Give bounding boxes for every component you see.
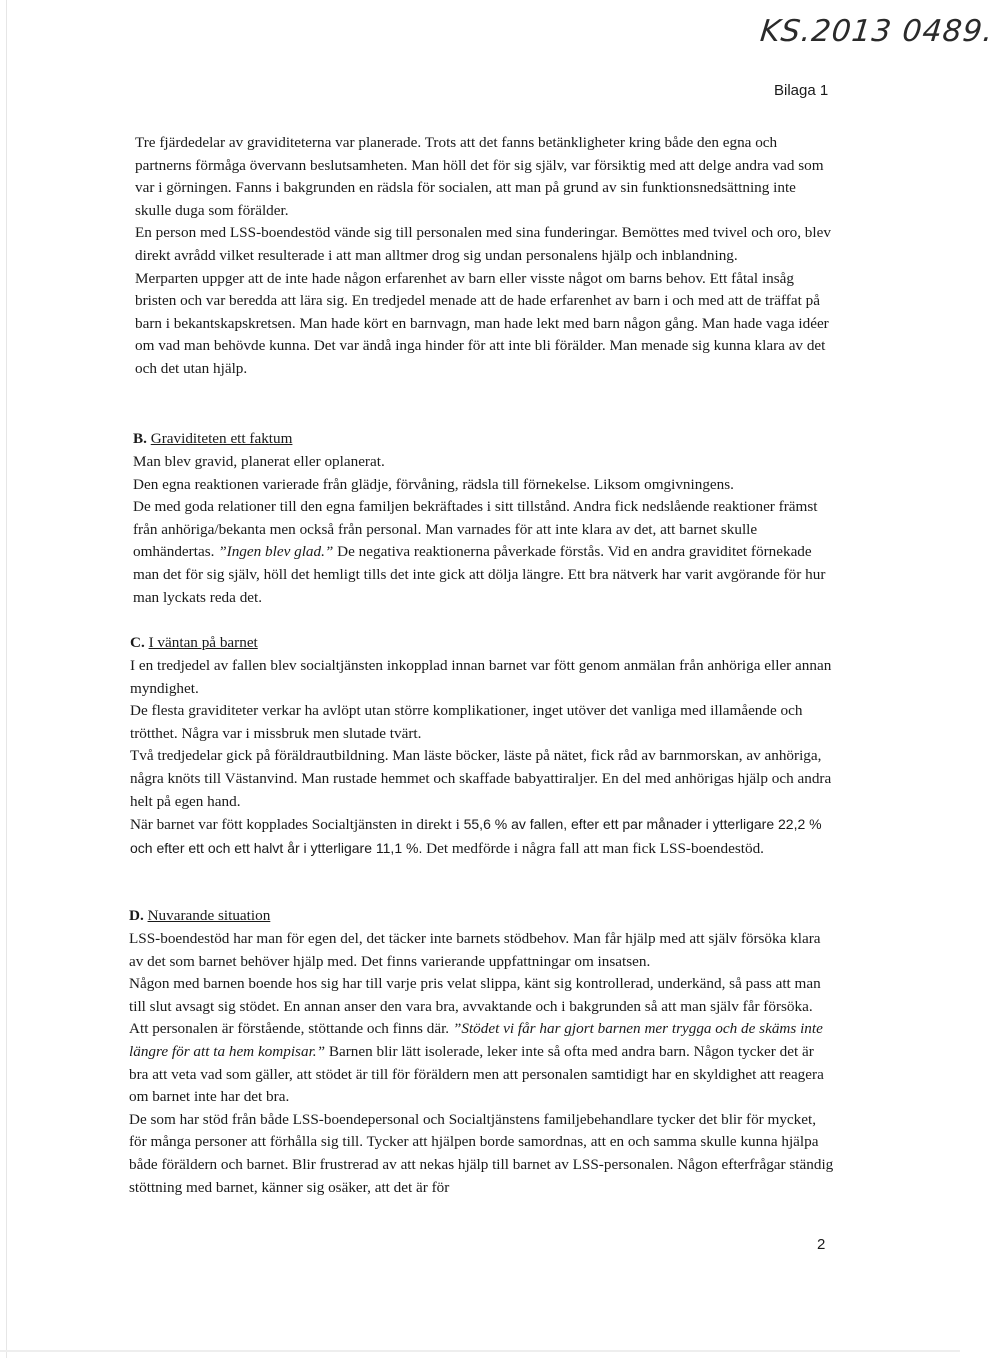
paragraph: Man blev gravid, planerat eller oplanerat. xyxy=(133,453,385,470)
quote: ”Ingen blev glad.” xyxy=(218,543,334,561)
paragraph: När barnet var fött kopplades Socialtjänsten in direkt i 55,6 % av fallen, efter ett par månader i ytterligare 22,2 % och efter ett och ett halvt år i ytterligare 11,1 %. Det medförde i några fall att man fick LSS-boendestöd. xyxy=(130,816,822,857)
section-letter: D. xyxy=(129,907,144,924)
scan-edge xyxy=(6,0,7,1358)
paragraph: En person med LSS-boendestöd vände sig till personalen med sina funderingar. Bemöttes med tvivel och oro, blev direkt avrådd vilket resulterade i att man alltmer drog sig undan personalens hjälp och inblandning. xyxy=(135,224,831,264)
paragraph: I en tredjedel av fallen blev socialtjänsten inkopplad innan barnet var fött genom anmälan från anhöriga eller annan myndighet. xyxy=(130,657,832,697)
section-title: I väntan på barnet xyxy=(148,634,258,651)
paragraph: Merparten uppger att de inte hade någon erfarenhet av barn eller visste något om barns behov. Ett fåtal insåg bristen och var beredda att lära sig. En tredjedel menade att de hade erfarenhet av barn i och med att de träffat på barn i bekantskapskretsen. Man hade kört en barnvagn, man hade lekt med barn någon gång. Man hade vaga idéer om vad man behövde kunna. Det var ändå inga hinder för att inte bli förälder. Man menade sig kunna klara av det och det utan hjälp. xyxy=(135,269,829,377)
statistics-text: 55,6 % av fallen, efter ett par månader i ytterligare 22,2 % och efter ett och ett halvt år i ytterligare 11,1 %. xyxy=(130,816,822,856)
section-c-text xyxy=(130,655,835,860)
section-heading-d xyxy=(129,905,270,928)
section-d-text xyxy=(129,928,834,1199)
section-heading-b xyxy=(133,428,292,451)
intro-text xyxy=(135,132,835,381)
section-title: Nuvarande situation xyxy=(147,907,271,924)
attachment-label: Bilaga 1 xyxy=(774,82,829,99)
paragraph: De med goda relationer till den egna familjen bekräftades i sitt tillstånd. Andra fick nedslående reaktioner främst från anhöriga/bekanta men också från personal. Man varnades för att inte klara av det, att barnet skulle omhändertas. ”Ingen blev glad.” De negativa reaktionerna påverkade förstås. Vid en andra graviditet förnekade man det för sig själv, höll det hemligt tills det inte gick att dölja längre. Ett bra nätverk har varit avgörande för hur man lyckats reda det. xyxy=(133,498,826,606)
scan-edge xyxy=(0,1350,960,1352)
section-heading-c xyxy=(130,632,258,655)
page-number: 2 xyxy=(817,1236,826,1253)
section-b-text xyxy=(133,451,835,609)
paragraph: De flesta graviditeter verkar ha avlöpt utan större komplikationer, inget utöver det vanliga med illamående och trötthet. Några var i missbruk men slutade tvärt. xyxy=(130,702,803,742)
handwritten-stamp: KS.2013 0489. xyxy=(758,14,995,49)
paragraph: Den egna reaktionen varierade från glädje, förvåning, rädsla till förnekelse. Liksom omgivningens. xyxy=(133,475,734,493)
section-title: Graviditeten ett faktum xyxy=(150,430,293,447)
section-letter: B. xyxy=(133,430,147,447)
section-letter: C. xyxy=(130,634,145,651)
paragraph: Tre fjärdedelar av graviditeterna var planerade. Trots att det fanns betänkligheter kring både den egna och partnerns förmåga övervann beslutsamheten. Man höll det för sig själv, var försiktig med att delge andra vad som var i görningen. Fanns i bakgrunden en rädsla för socialen, att man på grund av sin funktionsnedsättning inte skulle duga som förälder. xyxy=(135,134,824,219)
paragraph: LSS-boendestöd har man för egen del, det täcker inte barnets stödbehov. Man får hjälp med att själv försöka klara av det som barnet behöver hjälp med. Det finns varierande uppfattningar om insatsen. xyxy=(129,930,821,970)
paragraph: Två tredjedelar gick på föräldrautbildning. Man läste böcker, läste på nätet, fick råd av barnmorskan, av anhöriga, några knöts till Västanvind. Man rustade hemmet och skaffade babyattiraljer. En del med anhörigas hjälp och andra helt på egen hand. xyxy=(130,747,832,810)
paragraph: Någon med barnen boende hos sig har till varje pris velat slippa, känt sig kontrollerad, underkänd, så pass att man till slut avsagt sig stödet. En annan anser den vara bra, avvaktande och i bakgrunden så att man själv får försöka. Att personalen är förstående, stöttande och finns där. ”Stödet vi får har gjort barnen mer trygga och de skäms inte längre för att ta hem kompisar.” Barnen blir lätt isolerade, leker inte så ofta med andra barn. Någon tycker det är bra att veta vad som gäller, att stödet är till för föräldern men att personalen samtidigt har en skyldighet att reagera om barnet inte har det bra. xyxy=(129,975,824,1106)
paragraph: De som har stöd från både LSS-boendepersonal och Socialtjänstens familjebehandlare tycker det blir för mycket, för många personer att förhålla sig till. Tycker att hjälpen borde samordnas, att en och samma skulle kunna hjälpa både föräldern och barnet. Blir frustrerad av att nekas hjälp till barnet av LSS-personalen. Någon efterfrågar ständig stöttning med barnet, känner sig osäker, att det är för xyxy=(129,1110,834,1196)
quote: ”Stödet vi får har gjort barnen mer trygga och de skäms inte längre för att ta hem kompisar.” xyxy=(129,1020,823,1060)
